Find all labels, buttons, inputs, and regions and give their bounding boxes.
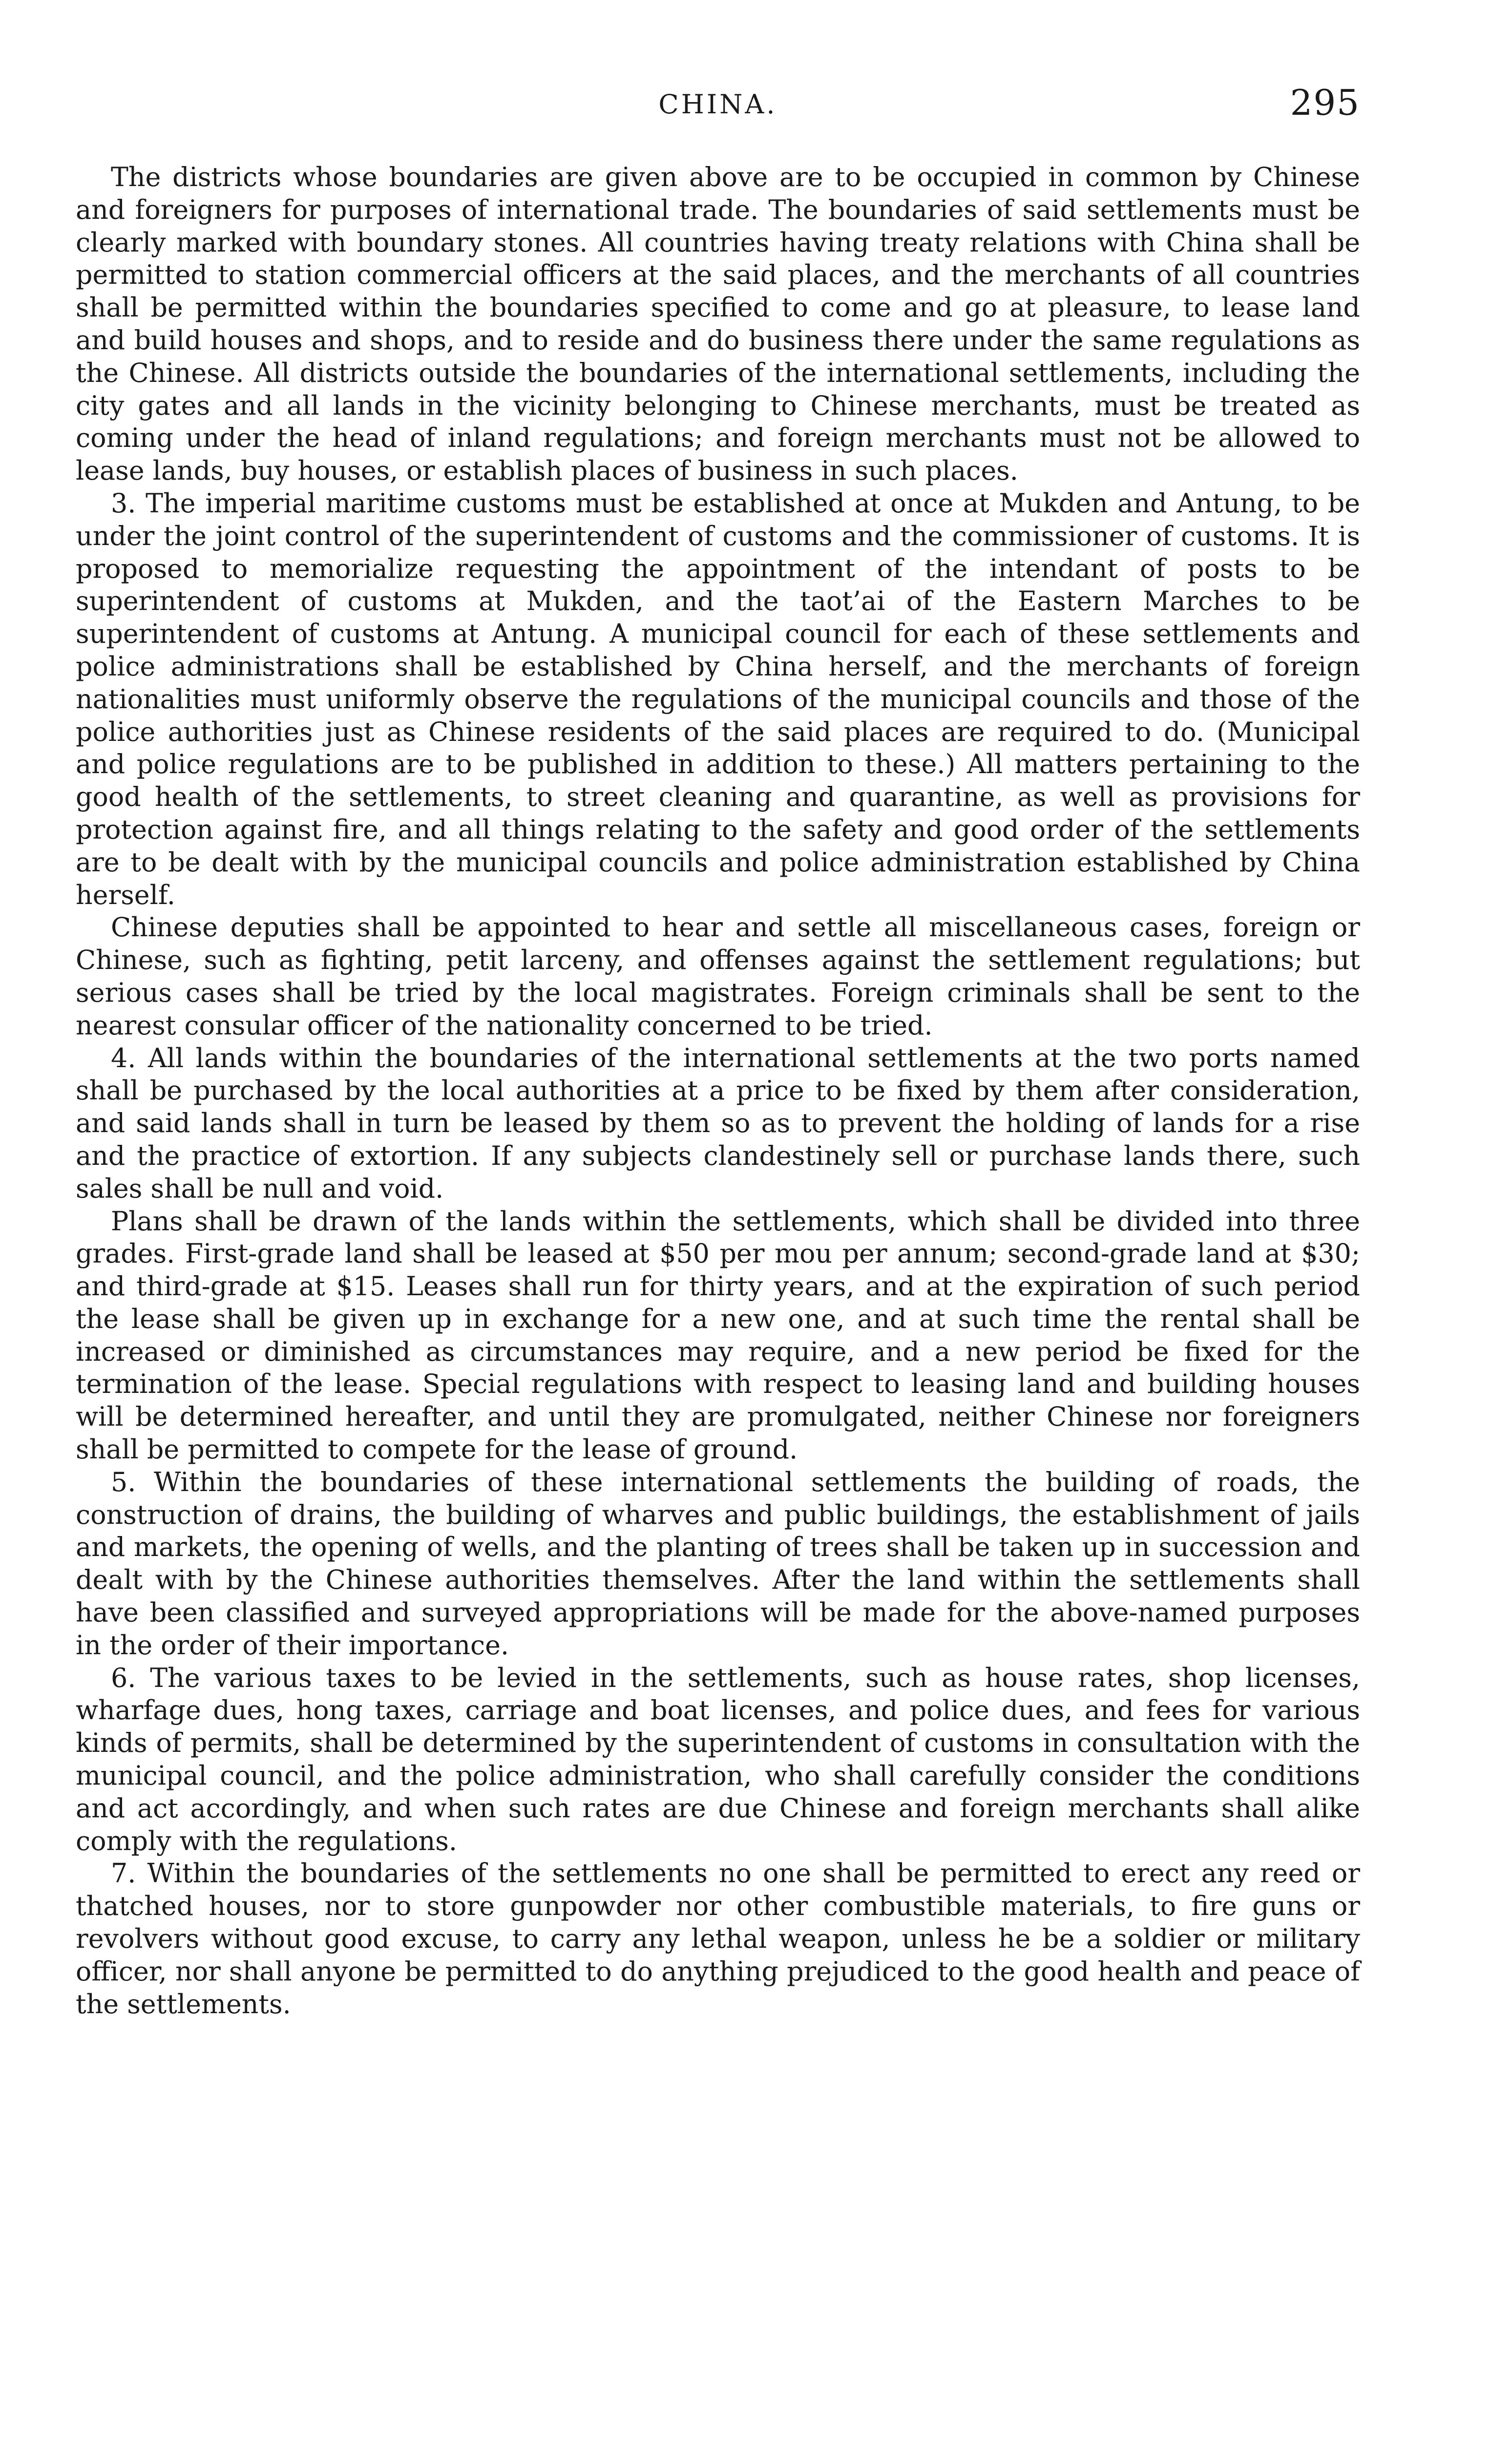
paragraph-article-7-restrictions: 7. Within the boundaries of the settlements no one shall be permitted to erect any reed or thatched houses, nor to store gunpowder nor other combustible materials, to fire guns or revolvers without good excuse, to carry any lethal weapon, unless he be a soldier or military officer, nor shall anyone be permitted to do anything prejudiced to the good health and peace of the settlements.	[76, 1858, 1360, 2020]
paragraph-land-grades: Plans shall be drawn of the lands within the settlements, which shall be divided into three grades. First-grade land shall be leased at $50 per mou per annum; second-grade land at $30; and third-grade at $15. Leases shall run for thirty years, and at the expiration of such period the lease shall be given up in exchange for a new one, and at such time the rental shall be increased or diminished as circumstances may require, and a new period be fixed for the termination of the lease. Special regulations with respect to leasing land and building houses will be determined hereafter, and until they are promulgated, neither Chinese nor foreigners shall be permitted to compete for the lease of ground.	[76, 1205, 1360, 1465]
page-title: CHINA.	[658, 89, 777, 120]
paragraph-article-4-lands: 4. All lands within the boundaries of the international settlements at the two ports named shall be purchased by the local authorities at a price to be fixed by them after consideration, and said lands shall in turn be leased by them so as to prevent the holding of lands for a rise and the practice of extortion. If any subjects clandestinely sell or purchase lands there, such sales shall be null and void.	[76, 1042, 1360, 1204]
running-head	[76, 82, 1360, 126]
body-text	[76, 161, 1360, 2359]
paragraph-article-5-public-works: 5. Within the boundaries of these international settlements the building of roads, the construction of drains, the building of wharves and public buildings, the establishment of jails and markets, the opening of wells, and the planting of trees shall be taken up in succession and dealt with by the Chinese authorities themselves. After the land within the settlements shall have been classified and surveyed appropriations will be made for the above-named purposes in the order of their importance.	[76, 1466, 1360, 1661]
paragraph-article-6-taxes: 6. The various taxes to be levied in the settlements, such as house rates, shop licenses, wharfage dues, hong taxes, carriage and boat licenses, and police dues, and fees for various kinds of permits, shall be determined by the superintendent of customs in consultation with the municipal council, and the police administration, who shall carefully consider the conditions and act accordingly, and when such rates are due Chinese and foreign merchants shall alike comply with the regulations.	[76, 1662, 1360, 1856]
paragraph-chinese-deputies: Chinese deputies shall be appointed to hear and settle all miscellaneous cases, foreign or Chinese, such as fighting, petit larceny, and offenses against the settlement regulations; but serious cases shall be tried by the local magistrates. Foreign criminals shall be sent to the nearest consular officer of the nationality concerned to be tried.	[76, 912, 1360, 1041]
page-number: 295	[1290, 82, 1360, 123]
paragraph-article-3-customs: 3. The imperial maritime customs must be established at once at Mukden and Antung, to be under the joint control of the superintendent of customs and the commissioner of customs. It is proposed to memorialize requesting the appointment of the intendant of posts to be superintendent of customs at Mukden, and the taot’ai of the Eastern Marches to be superintendent of customs at Antung. A municipal council for each of these settlements and police administrations shall be established by China herself, and the merchants of foreign nationalities must uniformly observe the regulations of the municipal councils and those of the police authorities just as Chinese residents of the said places are required to do. (Municipal and police regulations are to be published in addition to these.) All matters pertaining to the good health of the settlements, to street cleaning and quarantine, as well as provisions for protection against fire, and all things relating to the safety and good order of the settlements are to be dealt with by the municipal councils and police administration established by China herself.	[76, 487, 1360, 910]
paragraph-settlement-boundaries: The districts whose boundaries are given above are to be occupied in common by Chinese and foreigners for purposes of international trade. The boundaries of said settlements must be clearly marked with boundary stones. All countries having treaty relations with China shall be permitted to station commercial officers at the said places, and the merchants of all countries shall be permitted within the boundaries specified to come and go at pleasure, to lease land and build houses and shops, and to reside and do business there under the same regulations as the Chinese. All districts outside the boundaries of the international settlements, including the city gates and all lands in the vicinity belonging to Chinese merchants, must be treated as coming under the head of inland regulations; and foreign merchants must not be allowed to lease lands, buy houses, or establish places of business in such places.	[76, 162, 1360, 486]
